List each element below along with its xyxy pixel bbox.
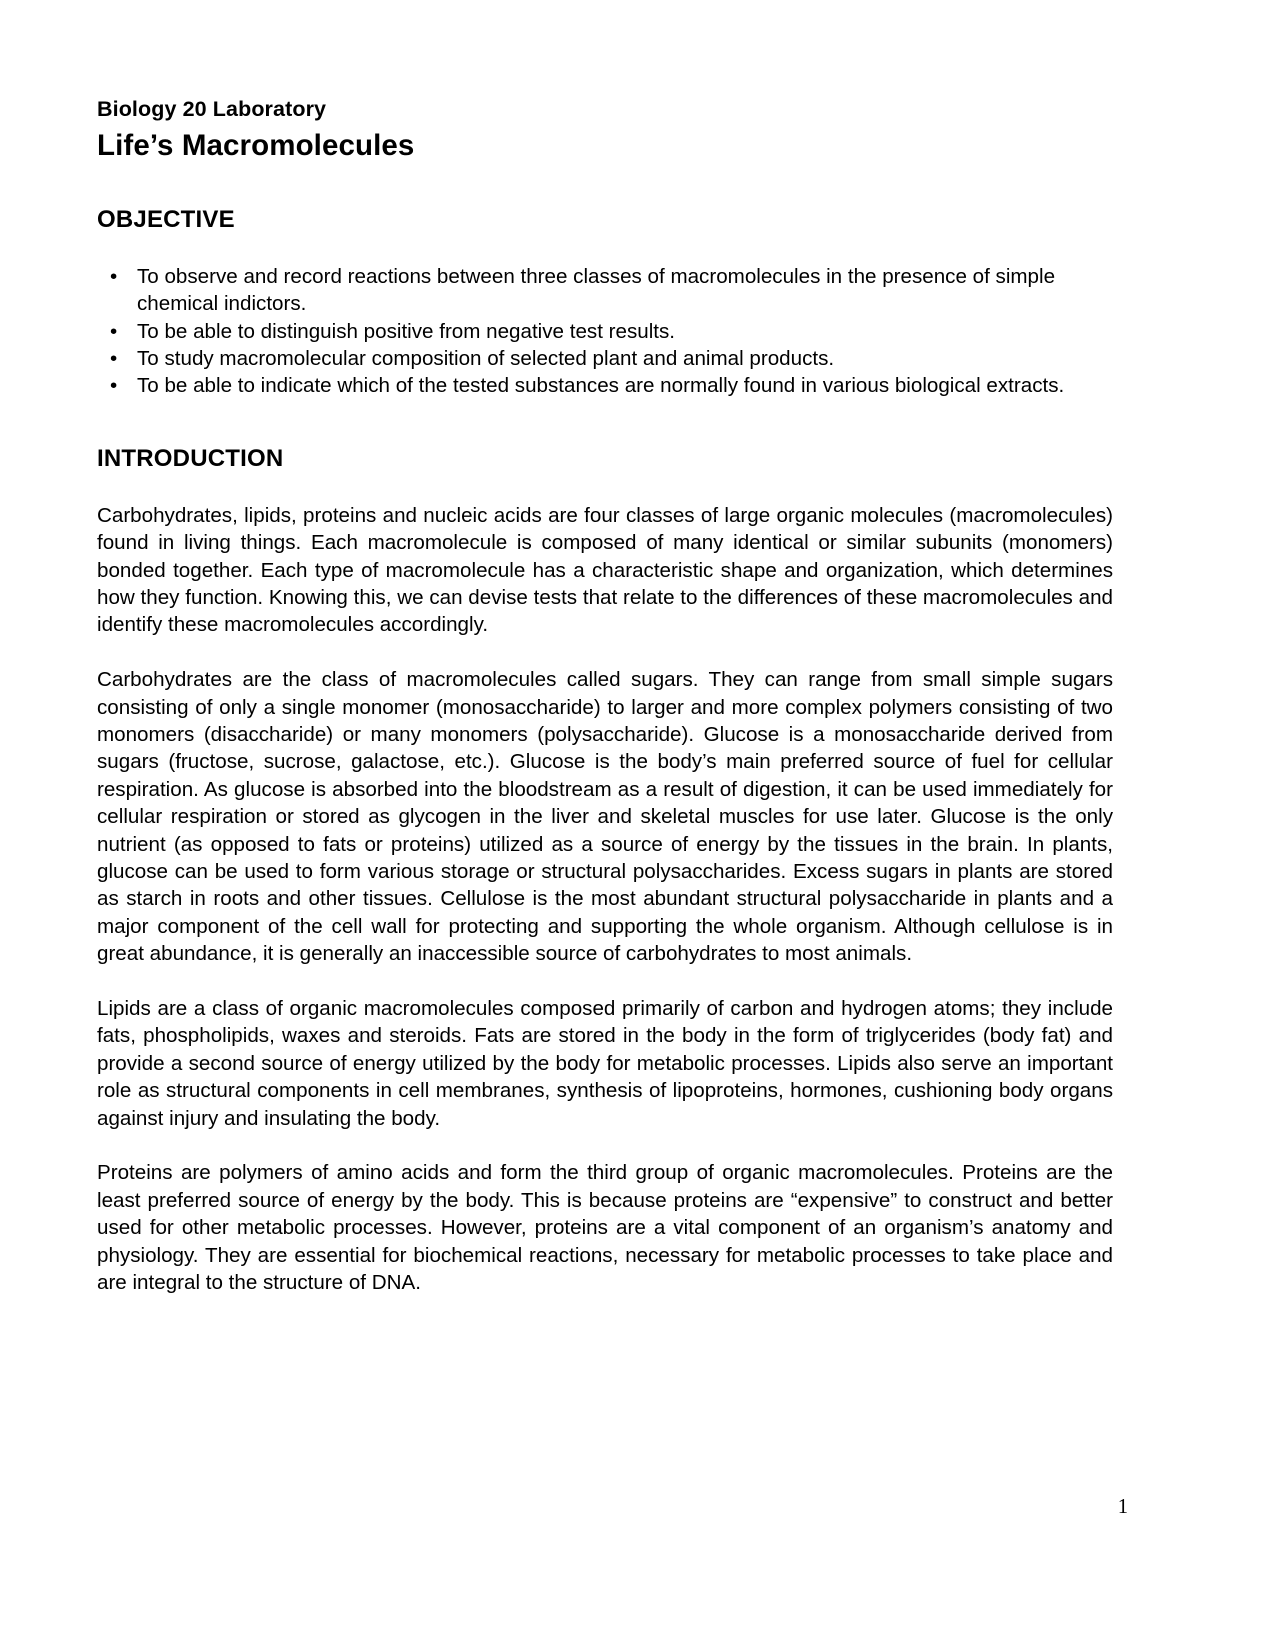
page-number: 1 <box>1117 1496 1128 1518</box>
objective-item-text: To observe and record reactions between three classes of macromolecules in the presence of simple chemical indictors. <box>137 264 1056 316</box>
section-heading-objective: OBJECTIVE <box>97 205 235 233</box>
bullet-icon: • <box>110 374 118 398</box>
introduction-paragraph-2: Carbohydrates are the class of macromolecules called sugars. They can range from small simple sugars consisting of only a single monomer (monosaccharide) to larger and more complex polymers consisting of two monomers (disaccharide) or many monomers (polysaccharide). Glucose is a monosaccharide derived from sugars (fructose, sucrose, galactose, etc.). Glucose is the body’s main preferred source of fuel for cellular respiration. As glucose is absorbed into the bloodstream as a result of digestion, it can be used immediately for cellular respiration or stored as glycogen in the liver and skeletal muscles for use later. Glucose is the only nutrient (as opposed to fats or proteins) utilized as a source of energy by the tissues in the brain. In plants, glucose can be used to form various storage or structural polysaccharides. Excess sugars in plants are stored as starch in roots and other tissues. Cellulose is the most abundant structural polysaccharide in plants and a major component of the cell wall for protecting and supporting the whole organism. Although cellulose is in great abundance, it is generally an inaccessible source of carbohydrates to most animals. <box>97 668 1113 966</box>
introduction-paragraph-3: Lipids are a class of organic macromolecules composed primarily of carbon and hydrogen atoms; they include fats, phospholipids, waxes and steroids. Fats are stored in the body in the form of triglycerides (body fat) and provide a second source of energy utilized by the body for metabolic processes. Lipids also serve an important role as structural components in cell membranes, synthesis of lipoproteins, hormones, cushioning body organs against injury and insulating the body. <box>97 997 1113 1130</box>
document-kicker: Biology 20 Laboratory <box>97 97 327 121</box>
list-item <box>97 372 1113 399</box>
spacer-before-introduction <box>97 400 1113 444</box>
list-item <box>97 263 1113 318</box>
objective-item-text: To be able to indicate which of the tested substances are normally found in various biological extracts. <box>137 374 1065 398</box>
objective-item-text: To study macromolecular composition of selected plant and animal products. <box>137 346 835 370</box>
spacer-after-title <box>97 165 1113 205</box>
spacer-introduction-heading <box>97 474 1113 502</box>
introduction-paragraph-1: Carbohydrates, lipids, proteins and nucleic acids are four classes of large organic molecules (macromolecules) found in living things. Each macromolecule is composed of many identical or similar subunits (monomers) bonded together. Each type of macromolecule has a characteristic shape and organization, which determines how they function. Knowing this, we can devise tests that relate to the differences of these macromolecules and identify these macromolecules accordingly. <box>97 503 1113 637</box>
objective-item-text: To be able to distinguish positive from negative test results. <box>137 319 676 343</box>
spacer-objective-heading <box>97 235 1113 263</box>
page-title: Life’s Macromolecules <box>97 128 415 162</box>
document-content <box>97 96 1113 1296</box>
bullet-icon: • <box>110 264 118 288</box>
list-item <box>97 345 1113 372</box>
section-heading-introduction: INTRODUCTION <box>97 444 284 472</box>
bullet-icon: • <box>110 346 118 370</box>
list-item <box>97 318 1113 345</box>
introduction-paragraph-4: Proteins are polymers of amino acids and form the third group of organic macromolecules. Proteins are the least preferred source of energy by the body. This is because proteins are “expensive” to construct and better used for other metabolic processes. However, proteins are a vital component of an organism’s anatomy and physiology. They are essential for biochemical reactions, necessary for metabolic processes to take place and are integral to the structure of DNA. <box>97 1161 1113 1295</box>
objective-list <box>97 263 1113 400</box>
bullet-icon: • <box>110 319 118 343</box>
